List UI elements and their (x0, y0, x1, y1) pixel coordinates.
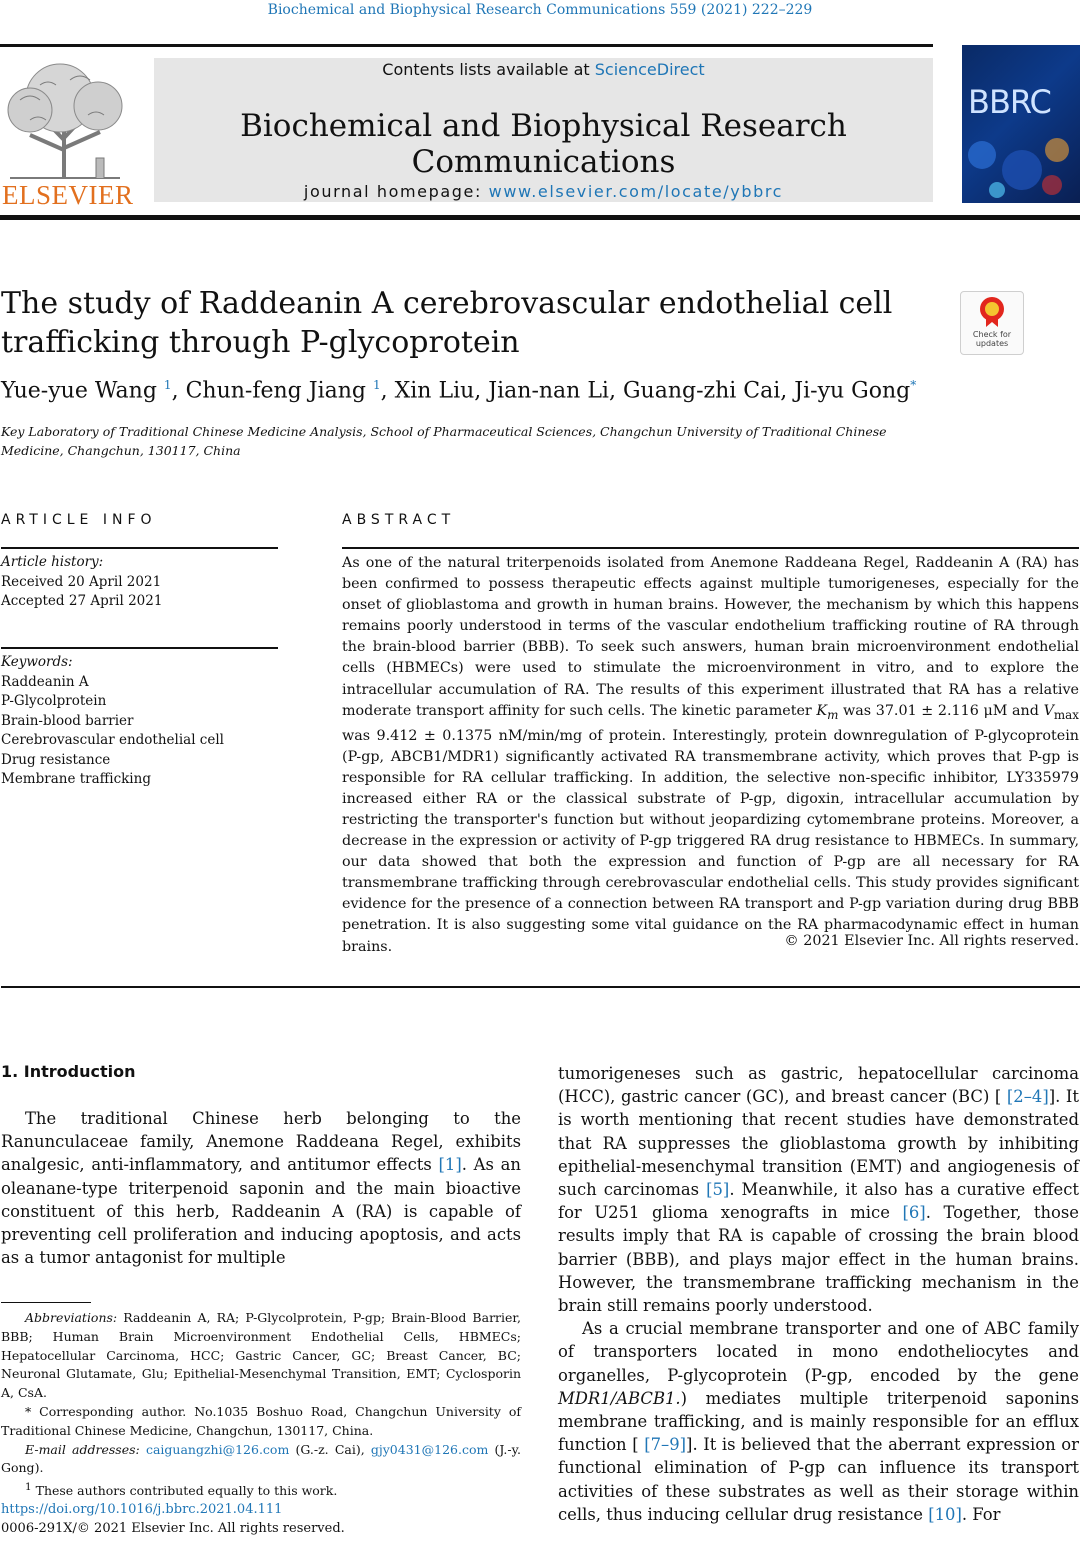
doi-block (1, 1500, 345, 1538)
journal-reference[interactable]: Biochemical and Biophysical Research Communications 559 (2021) 222–229 (267, 2, 813, 18)
journal-homepage: journal homepage: www.elsevier.com/locate/ybbrc (303, 182, 784, 201)
header-top-rule (0, 44, 933, 47)
doi-link[interactable]: https://doi.org/10.1016/j.bbrc.2021.04.111 (1, 1502, 283, 1517)
citation-link[interactable]: [1] (438, 1155, 462, 1175)
header-bottom-rule (0, 215, 1080, 220)
accepted-date: Accepted 27 April 2021 (1, 593, 163, 609)
affiliation: Key Laboratory of Traditional Chinese Medicine Analysis, School of Pharmaceutical Sciences, Changchun University of Traditional Chinese Medicine, Changchun, 130117, China (1, 424, 887, 458)
corresponding-mark[interactable]: * (910, 378, 917, 392)
issn-line: 0006-291X/© 2021 Elsevier Inc. All rights reserved. (1, 1521, 345, 1536)
article-history (1, 553, 278, 612)
abstract-rule (342, 547, 1079, 549)
author-mark[interactable]: 1 (163, 378, 172, 392)
keyword: Drug resistance (1, 751, 111, 768)
check-for-updates-badge[interactable] (960, 291, 1024, 355)
bookmark-icon (977, 296, 1007, 328)
cover-title: BBRC (968, 83, 1051, 121)
cover-graphic (962, 125, 1080, 203)
author-list: Yue-yue Wang $^1$, Chun-feng Jiang $^1$, Xin Liu, Jian-nan Li, Guang-zhi Cai, Ji-yu Gong* (1, 378, 917, 404)
info-rule (1, 547, 278, 549)
elsevier-tree-logo (0, 60, 130, 180)
author[interactable]: Guang-zhi Cai (622, 378, 781, 404)
keyword: Brain-blood barrier (1, 712, 134, 729)
footnote-rule (1, 1302, 91, 1303)
article-info-label: ARTICLE INFO (1, 512, 157, 528)
keyword: Raddeanin A (1, 673, 89, 690)
abstract-bottom-rule (1, 986, 1080, 988)
citation-link[interactable]: [2–4] (1006, 1087, 1049, 1107)
author[interactable]: Yue-yue Wang (1, 378, 157, 404)
check-for-updates-label: Check for updates (972, 330, 1012, 348)
citation-link[interactable]: [6] (902, 1203, 926, 1223)
intro-left-column: The traditional Chinese herb belonging to the Ranunculaceae family, Anemone Raddeana Regel, exhibits analgesic, anti-inflammatory, and antitumor effects [1]. As an oleanane-type triterpenoid saponin and the main bioactive constituent of this herb, Raddeanin A (RA) is capable of preventing cell proliferation and inducing apoptosis, and acts as a tumor antagonist for multiple (1, 1109, 521, 1268)
author-mark[interactable]: 1 (372, 378, 381, 392)
keyword: Cerebrovascular endothelial cell (1, 732, 224, 748)
keywords-label: Keywords: (1, 654, 73, 670)
citation-link[interactable]: [10] (928, 1504, 962, 1524)
intro-right-column: tumorigeneses such as gastric, hepatocellular carcinoma (HCC), gastric cancer (GC), and breast cancer (BC) [ [2–4]]. It is worth mentioning that recent studies have demonstrated that RA suppresses the glioblastoma growth by inhibiting epithelial-mesenchymal transition (EMT) and angiogenesis of such carcinomas [5]. Meanwhile, it also has a curative effect for U251 glioma xenografts in mice [6]. Together, those results imply that RA is capable of crossing the brain blood barrier (BBB), and plays major effect in the human brains. However, the transmembrane trafficking mechanism in the brain still remains poorly understood. As a crucial membrane transporter and one of ABC family of transporters located in mono endotheliocytes and organelles, P-glycoprotein (P-gp, encoded by the gene MDR1/ABCB1.) mediates multiple triterpenoid saponins membrane trafficking, and is mainly responsible for an efflux function [ [7–9]]. It is believed that the aberrant expression or functional elimination of P-gp can influence its transport activities of these substrates as well as their storage within cells, thus inducing cellular drug resistance [10]. For (558, 1064, 1079, 1524)
citation-link[interactable]: [7–9] (644, 1435, 687, 1455)
citation-link[interactable]: [5] (706, 1180, 730, 1200)
keywords-rule (1, 647, 278, 649)
article-title: The study of Raddeanin A cerebrovascular endothelial cell trafficking through P-glycoprotein (1, 286, 893, 360)
author[interactable]: Jian-nan Li (488, 378, 609, 404)
homepage-link[interactable]: www.elsevier.com/locate/ybbrc (488, 182, 784, 201)
footnotes: Abbreviations: Raddeanin A, RA; P-Glycolprotein, P-gp; Brain-Blood Barrier, BBB; Human Brain Microenvironment Endothelial Cells, HBMECs; Hepatocellular Carcinoma, HCC; Gastric Cancer, GC; Breast Cancer, BC; Neuronal Glutamate, Glu; Epithelial-Mesenchymal Transition, EMT; Cyclosporin A, CsA. * Corresponding author. No.1035 Boshuo Road, Changchun University of Traditional Chinese Medicine, Changchun, 130117, China. E-mail addresses: caiguangzhi@126.com (G.-z. Cai), gjy0431@126.com (J.-y. Gong). $^1$ These authors contributed equally to this work. (1, 1310, 521, 1499)
keyword: P-Glycolprotein (1, 693, 107, 709)
abstract-text: As one of the natural triterpenoids isolated from Anemone Raddeana Regel, Raddeanin A (RA) has been confirmed to possess therapeutic effects against multiple tumorigeneses, especially for the onset of glioblastoma and growth in human brains. However, the mechanism by which this happens remains poorly understood in terms of the vascular endothelium trafficking routine of RA through the brain-blood barrier (BBB). To seek such answers, human brain microenvironment endothelial cells (HBMECs) were used to stimulate the microenvironment in vitro, and to explore the intracellular accumulation of RA. The results of this experiment illustrated that RA has a relative moderate transport affinity for such cells. The kinetic parameter $K_m$ was 37.01 ± 2.116 μM and $V_{max}$ was 9.412 ± 0.1375 nM/min/mg of protein. Interestingly, protein downregulation of P-glycoprotein (P-gp, ABCB1/MDR1) significantly activated RA transmembrane activity, which proves that P-gp is responsible for RA cellular trafficking. In addition, the selective non-specific inhibitor, LY335979 increased either RA or the classical substrate of P-gp, digoxin, intracellular accumulation by restricting the transporter's function but without jeopardizing cytomembrane proteins. Moreover, a decrease in the expression or activity of P-gp triggered RA drug resistance to HBMECs. In summary, our data showed that both the expression and function of P-gp are all necessary for RA transmembrane trafficking through cerebrovascular endothelial cells. This study provides significant evidence for the presence of a connection between RA transport and P-gp variation during drug BBB penetration. It is also suggesting some vital guidance on the RA pharmacodynamic effect in human brains. (342, 555, 1079, 955)
author[interactable]: Chun-feng Jiang (185, 378, 366, 404)
abstract-label: ABSTRACT (342, 512, 456, 528)
sciencedirect-link[interactable]: ScienceDirect (594, 60, 705, 79)
corresponding-footnote: * Corresponding author. No.1035 Boshuo Road, Changchun University of Traditional Chinese Medicine, Changchun, 130117, China. (1, 1403, 521, 1438)
journal-cover[interactable] (962, 45, 1080, 203)
keyword: Membrane trafficking (1, 771, 151, 787)
author[interactable]: Ji-yu Gong (794, 378, 911, 404)
author[interactable]: Xin Liu (394, 378, 475, 404)
contents-line: Contents lists available at ScienceDirect (382, 60, 705, 79)
publisher-logo-text: ELSEVIER (2, 180, 134, 210)
history-label: Article history: (1, 554, 104, 570)
keywords (1, 653, 278, 790)
copyright: © 2021 Elsevier Inc. All rights reserved. (784, 933, 1079, 949)
email-link[interactable]: gjy0431@126.com (370, 1441, 489, 1457)
journal-name: Biochemical and Biophysical Research Communications (240, 108, 847, 180)
received-date: Received 20 April 2021 (1, 573, 162, 590)
email-link[interactable]: caiguangzhi@126.com (145, 1441, 290, 1457)
section-heading: 1. Introduction (1, 1062, 136, 1081)
